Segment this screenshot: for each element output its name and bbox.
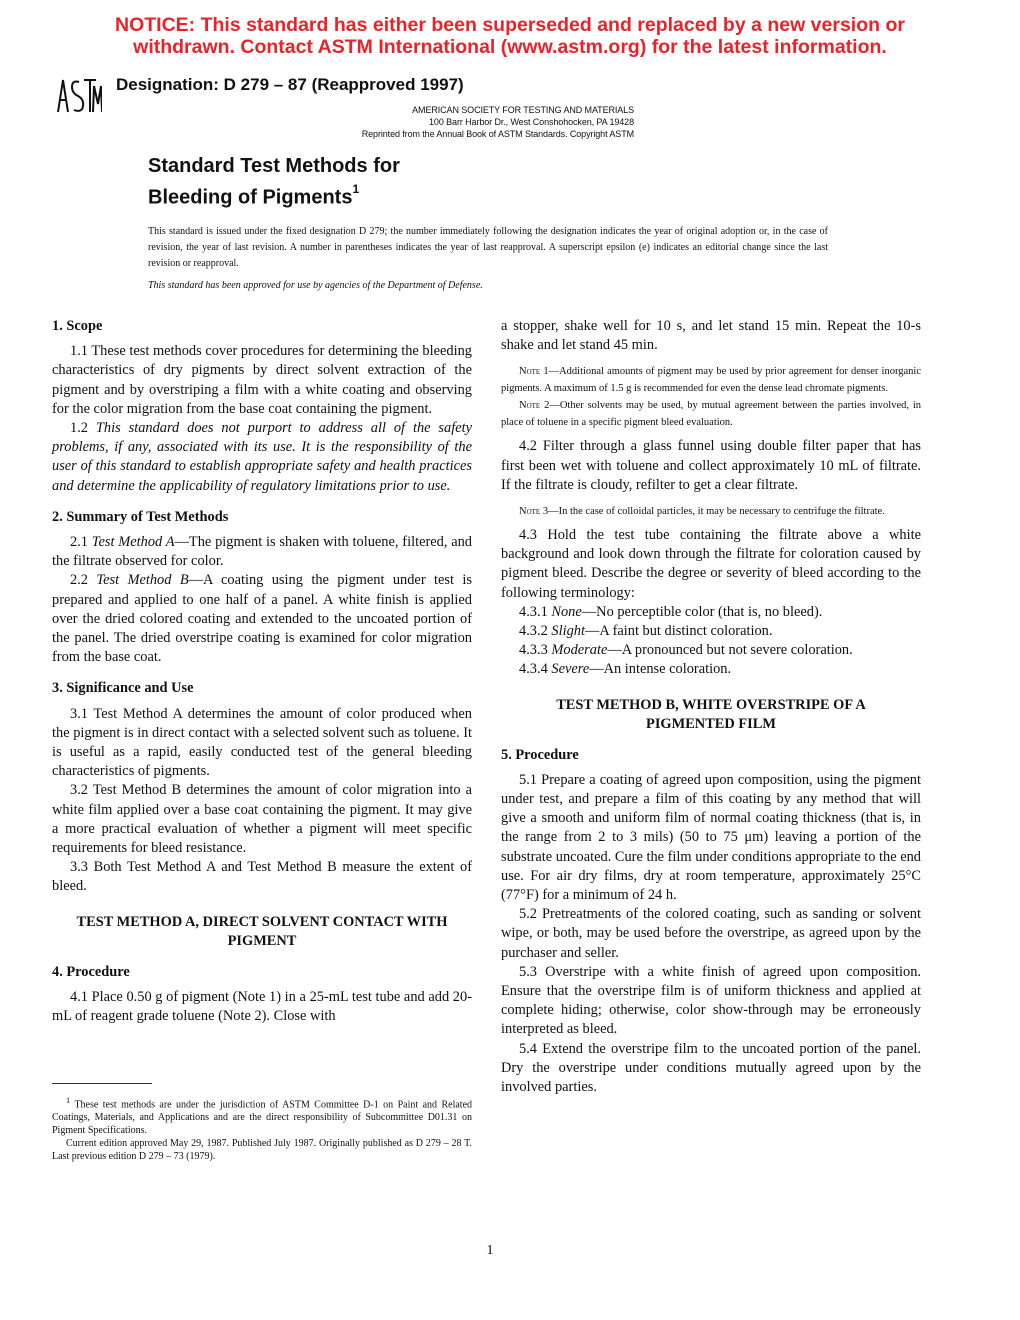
paragraph-4-3: 4.3 Hold the test tube containing the filtrate above a white background and look down through the filtrate for coloration caused by pigment bleed. Describe the degree or severity of bleed according to the following terminology: (501, 527, 921, 601)
footnote-1: $^1$ These test methods are under the jurisdiction of ASTM Committee D-1 on Paint and Related Coatings, Materials, and Applications and are the direct responsibility of Subcommittee D01.31 on Pigment Specifications. (52, 1096, 473, 1137)
term-moderate: 4.3.3 Moderate—A pronounced but not severe coloration. (519, 642, 853, 659)
paragraph-3-2: 3.2 Test Method B determines the amount of color migration into a white film applied over a base coat containing the pigment. It may give a more practical evaluation of whether a pigment will meet specific requirements for bleed resistance. (52, 782, 472, 857)
title-line-2: Bleeding of Pigments$^1$ (148, 182, 360, 209)
paragraph-4-2: 4.2 Filter through a glass funnel using double filter paper that has first been wet with toluene and collect approximately 10 mL of filtrate. If the filtrate is cloudy, refilter to get a clear filtrate. (501, 438, 921, 493)
summary-heading: 2. Summary of Test Methods (52, 508, 229, 525)
designation: Designation: D 279 – 87 (Reapproved 1997) (116, 75, 464, 94)
footnote-rule (52, 1083, 152, 1084)
procedure-4-heading: 4. Procedure (52, 963, 130, 980)
issue-statement: This standard is issued under the fixed designation D 279; the number immediately following the designation indicates the year of original adoption or, in the case of revision, the year of last revision. A number in parentheses indicates the year of last reapproval. A superscript epsilon (e) indicates an editorial change since the last revision or reapproval. (148, 226, 828, 269)
term-severe: 4.3.4 Severe—An intense coloration. (519, 661, 732, 678)
paragraph-5-1: 5.1 Prepare a coating of agreed upon composition, using the pigment under test, and prepare a film of this coating by any method that will give a smooth and uniform film of normal coating thickness (that is, in the range from 2 to 3 mils) (50 to 75 μm) leaving a portion of the substrate uncoated. Cure the film under conditions appropriate to the end use. For air dry films, dry at room temperature, approximately 25°C (77°F) for a minimum of 24 h. (501, 771, 922, 904)
paragraph-1-2: 1.2 This standard does not purport to address all of the safety problems, if any, associated with its use. It is the responsibility of the user of this standard to establish appropriate safety and health practices and determine the applicability of regulatory limitations prior to use. (52, 420, 472, 494)
procedure-5-heading: 5. Procedure (501, 746, 579, 763)
term-slight: 4.3.2 Slight—A faint but distinct coloration. (519, 623, 773, 640)
note-3-block (501, 503, 921, 520)
publisher-address: 100 Barr Harbor Dr., West Conshohocken, PA 19428 (429, 117, 634, 127)
scope-heading: 1. Scope (52, 318, 103, 334)
paragraph-1-1: 1.1 These test methods cover procedures for determining the bleeding characteristics of dry pigments by direct solvent extraction of the pigment and by overstriping a film with a white coating and observing for the color migration from the base coat containing the pigment. (52, 343, 472, 417)
paragraph-4-1: 4.1 Place 0.50 g of pigment (Note 1) in a 25-mL test tube and add 20-mL of reagent grade toluene (Note 2). Close with (52, 988, 472, 1025)
dod-approval: This standard has been approved for use by agencies of the Department of Defense. (148, 280, 483, 291)
note-2: Note 2—Other solvents may be used, by mutual agreement between the parties involved, in place of toluene in a specific pigment bleed evaluation. (501, 400, 921, 429)
document-title (148, 153, 400, 211)
term-none: 4.3.1 None—No perceptible color (that is, no bleed). (519, 603, 823, 620)
method-b-heading: TEST METHOD B, WHITE OVERSTRIPE OF A PIGMENTED FILM (556, 696, 866, 732)
notice-line-1: NOTICE: This standard has either been superseded and replaced by a new version or (115, 14, 905, 36)
paragraph-4-1-cont: a stopper, shake well for 10 s, and let stand 15 min. Repeat the 10-s shake and let stand 45 min. (501, 318, 921, 354)
note-3: Note 3—In the case of colloidal particles, it may be necessary to centrifuge the filtrate. (519, 506, 885, 518)
paragraph-3-1: 3.1 Test Method A determines the amount of color produced when the pigment is in direct contact with a selected solvent such as toluene. It is useful as a rapid, easily conducted test of the general bleeding characteristics of pigments. (52, 705, 472, 780)
paragraph-3-3: 3.3 Both Test Method A and Test Method B measure the extent of bleed. (52, 859, 472, 895)
right-column (501, 317, 921, 1097)
title-footnote-marker: 1 (352, 182, 360, 196)
notes-1-2 (501, 363, 921, 431)
paragraph-5-3: 5.3 Overstripe with a white finish of agreed upon composition. Ensure that the overstripe film is of uniform thickness and applied at complete hiding; otherwise, color show-through may be erroneously interpreted as bleed. (501, 963, 921, 1038)
method-a-heading: TEST METHOD A, DIRECT SOLVENT CONTACT WITH PIGMENT (76, 913, 448, 949)
significance-heading: 3. Significance and Use (52, 680, 194, 697)
paragraph-2-2: 2.2 Test Method B—A coating using the pigment under test is prepared and applied to one half of a panel. A white finish is applied over the dried colored coating and extended to the uncoated portion of the panel. The dried overstripe coating is examined for color migration from the base coat. (52, 572, 472, 666)
left-column (52, 317, 472, 1026)
withdrawal-notice (60, 14, 960, 58)
paragraph-5-2: 5.2 Pretreatments of the colored coating, such as sanding or solvent wipe, or both, may be used before the overstripe, as agreed upon by the purchaser and seller. (501, 906, 921, 961)
page-number: 1 (486, 1243, 494, 1258)
footnote-2: Current edition approved May 29, 1987. Published July 1987. Originally published as D 279 – 28 T. Last previous edition D 279 – 73 (1979). (52, 1138, 472, 1163)
astm-logo-icon (52, 76, 102, 116)
notice-line-2: withdrawn. Contact ASTM International (www.astm.org) for the latest information. (133, 36, 887, 58)
title-line-1: Standard Test Methods for (148, 155, 400, 177)
paragraph-5-4: 5.4 Extend the overstripe film to the uncoated portion of the panel. Dry the overstripe under conditions mutually agreed upon by the involved parties. (501, 1040, 921, 1096)
publisher-name: AMERICAN SOCIETY FOR TESTING AND MATERIALS (412, 105, 634, 115)
footnote (52, 1094, 472, 1163)
note-1: Note 1—Additional amounts of pigment may be used by prior agreement for denser inorganic pigments. A maximum of 1.5 g is recommended for even the dense lead chromate pigments. (501, 366, 921, 395)
paragraph-2-1: 2.1 Test Method A—The pigment is shaken with toluene, filtered, and the filtrate observed for color. (52, 534, 472, 570)
reprint-notice: Reprinted from the Annual Book of ASTM Standards. Copyright ASTM (361, 129, 634, 139)
publisher-info (362, 104, 634, 140)
